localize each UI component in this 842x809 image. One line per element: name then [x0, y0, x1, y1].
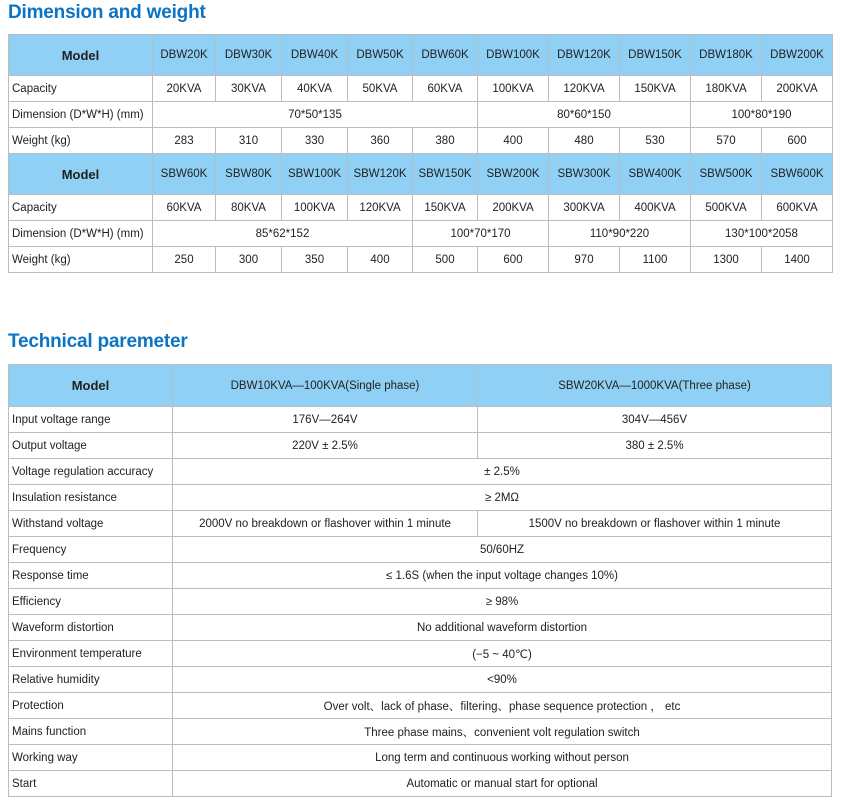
model-name: DBW50K	[348, 35, 413, 76]
capacity-value: 40KVA	[282, 76, 348, 102]
model-name: SBW400K	[620, 154, 691, 195]
model-name: DBW120K	[549, 35, 620, 76]
capacity-value: 500KVA	[691, 195, 762, 221]
weight-value: 300	[216, 247, 282, 273]
parameter-value: Long term and continuous working without person	[173, 745, 832, 771]
weight-value: 970	[549, 247, 620, 273]
model-name: SBW200K	[478, 154, 549, 195]
parameter-value-three-phase: 1500V no breakdown or flashover within 1 minute	[478, 511, 832, 537]
parameter-value: Automatic or manual start for optional	[173, 771, 832, 797]
weight-value: 400	[348, 247, 413, 273]
capacity-value: 30KVA	[216, 76, 282, 102]
capacity-value: 20KVA	[153, 76, 216, 102]
weight-value: 360	[348, 128, 413, 154]
model-name: SBW60K	[153, 154, 216, 195]
model-name: DBW60K	[413, 35, 478, 76]
capacity-value: 120KVA	[549, 76, 620, 102]
capacity-value: 80KVA	[216, 195, 282, 221]
capacity-value: 200KVA	[762, 76, 833, 102]
parameter-label: Working way	[9, 745, 173, 771]
capacity-row	[9, 195, 833, 221]
capacity-value: 150KVA	[620, 76, 691, 102]
dimension-row	[9, 221, 833, 247]
row-label: Weight (kg)	[9, 247, 153, 273]
model-name: SBW120K	[348, 154, 413, 195]
capacity-value: 600KVA	[762, 195, 833, 221]
weight-row	[9, 247, 833, 273]
parameter-label: Protection	[9, 693, 173, 719]
model-name: DBW30K	[216, 35, 282, 76]
parameter-label: Insulation resistance	[9, 485, 173, 511]
parameter-row	[9, 615, 832, 641]
parameter-row	[9, 537, 832, 563]
row-label: Capacity	[9, 195, 153, 221]
technical-header-row	[9, 365, 832, 407]
weight-value: 600	[478, 247, 549, 273]
weight-value: 250	[153, 247, 216, 273]
column-header-three-phase: SBW20KVA—1000KVA(Three phase)	[478, 365, 832, 407]
weight-value: 380	[413, 128, 478, 154]
weight-value: 600	[762, 128, 833, 154]
parameter-value: ± 2.5%	[173, 459, 832, 485]
weight-value: 530	[620, 128, 691, 154]
parameter-row	[9, 771, 832, 797]
parameter-row	[9, 485, 832, 511]
capacity-value: 120KVA	[348, 195, 413, 221]
parameter-label: Voltage regulation accuracy	[9, 459, 173, 485]
capacity-value: 150KVA	[413, 195, 478, 221]
weight-row	[9, 128, 833, 154]
parameter-value-single-phase: 220V ± 2.5%	[173, 433, 478, 459]
capacity-value: 60KVA	[153, 195, 216, 221]
capacity-value: 50KVA	[348, 76, 413, 102]
weight-value: 330	[282, 128, 348, 154]
dimension-value: 100*80*190	[691, 102, 833, 128]
capacity-value: 100KVA	[282, 195, 348, 221]
parameter-row	[9, 641, 832, 667]
parameter-value: (−5 ~ 40℃)	[173, 641, 832, 667]
model-header-row	[9, 154, 833, 195]
model-label: Model	[9, 365, 173, 407]
dimension-value: 110*90*220	[549, 221, 691, 247]
dimension-value: 85*62*152	[153, 221, 413, 247]
model-name: SBW150K	[413, 154, 478, 195]
parameter-label: Output voltage	[9, 433, 173, 459]
column-header-single-phase: DBW10KVA—100KVA(Single phase)	[173, 365, 478, 407]
model-header-row	[9, 35, 833, 76]
weight-value: 283	[153, 128, 216, 154]
parameter-value-three-phase: 304V—456V	[478, 407, 832, 433]
capacity-value: 400KVA	[620, 195, 691, 221]
parameter-row	[9, 563, 832, 589]
parameter-value: No additional waveform distortion	[173, 615, 832, 641]
capacity-row	[9, 76, 833, 102]
parameter-value: ≤ 1.6S (when the input voltage changes 10%)	[173, 563, 832, 589]
weight-value: 400	[478, 128, 549, 154]
model-label: Model	[9, 154, 153, 195]
parameter-label: Start	[9, 771, 173, 797]
row-label: Capacity	[9, 76, 153, 102]
parameter-label: Frequency	[9, 537, 173, 563]
parameter-value: ≥ 98%	[173, 589, 832, 615]
parameter-value: Over volt、lack of phase、filtering、phase sequence protection ， etc	[173, 693, 832, 719]
parameter-row	[9, 433, 832, 459]
weight-value: 570	[691, 128, 762, 154]
model-name: SBW300K	[549, 154, 620, 195]
parameter-row	[9, 589, 832, 615]
model-label: Model	[9, 35, 153, 76]
parameter-value-single-phase: 176V—264V	[173, 407, 478, 433]
dimension-value: 80*60*150	[478, 102, 691, 128]
weight-value: 480	[549, 128, 620, 154]
parameter-label: Waveform distortion	[9, 615, 173, 641]
dimension-row	[9, 102, 833, 128]
weight-value: 1100	[620, 247, 691, 273]
parameter-value-three-phase: 380 ± 2.5%	[478, 433, 832, 459]
parameter-row	[9, 693, 832, 719]
capacity-value: 180KVA	[691, 76, 762, 102]
capacity-value: 200KVA	[478, 195, 549, 221]
parameter-value: Three phase mains、convenient volt regulation switch	[173, 719, 832, 745]
row-label: Weight (kg)	[9, 128, 153, 154]
parameter-value: ≥ 2MΩ	[173, 485, 832, 511]
parameter-value-single-phase: 2000V no breakdown or flashover within 1 minute	[173, 511, 478, 537]
parameter-row	[9, 719, 832, 745]
parameter-label: Withstand voltage	[9, 511, 173, 537]
weight-value: 500	[413, 247, 478, 273]
model-name: DBW40K	[282, 35, 348, 76]
weight-value: 1300	[691, 247, 762, 273]
parameter-row	[9, 407, 832, 433]
model-name: DBW200K	[762, 35, 833, 76]
section-title-technical: Technical paremeter	[8, 331, 188, 352]
technical-parameter-table	[8, 364, 832, 797]
weight-value: 1400	[762, 247, 833, 273]
dimension-value: 70*50*135	[153, 102, 478, 128]
parameter-label: Efficiency	[9, 589, 173, 615]
dimension-weight-table	[8, 34, 833, 273]
capacity-value: 100KVA	[478, 76, 549, 102]
capacity-value: 60KVA	[413, 76, 478, 102]
section-title-dimension: Dimension and weight	[8, 2, 206, 23]
parameter-row	[9, 459, 832, 485]
parameter-value: <90%	[173, 667, 832, 693]
weight-value: 350	[282, 247, 348, 273]
model-name: SBW500K	[691, 154, 762, 195]
parameter-row	[9, 667, 832, 693]
row-label: Dimension (D*W*H) (mm)	[9, 102, 153, 128]
model-name: DBW100K	[478, 35, 549, 76]
model-name: SBW80K	[216, 154, 282, 195]
row-label: Dimension (D*W*H) (mm)	[9, 221, 153, 247]
dimension-value: 100*70*170	[413, 221, 549, 247]
parameter-label: Mains function	[9, 719, 173, 745]
parameter-label: Input voltage range	[9, 407, 173, 433]
parameter-label: Relative humidity	[9, 667, 173, 693]
model-name: SBW600K	[762, 154, 833, 195]
weight-value: 310	[216, 128, 282, 154]
parameter-row	[9, 745, 832, 771]
model-name: DBW150K	[620, 35, 691, 76]
model-name: DBW20K	[153, 35, 216, 76]
parameter-value: 50/60HZ	[173, 537, 832, 563]
parameter-label: Environment temperature	[9, 641, 173, 667]
dimension-value: 130*100*2058	[691, 221, 833, 247]
capacity-value: 300KVA	[549, 195, 620, 221]
model-name: SBW100K	[282, 154, 348, 195]
parameter-row	[9, 511, 832, 537]
model-name: DBW180K	[691, 35, 762, 76]
parameter-label: Response time	[9, 563, 173, 589]
